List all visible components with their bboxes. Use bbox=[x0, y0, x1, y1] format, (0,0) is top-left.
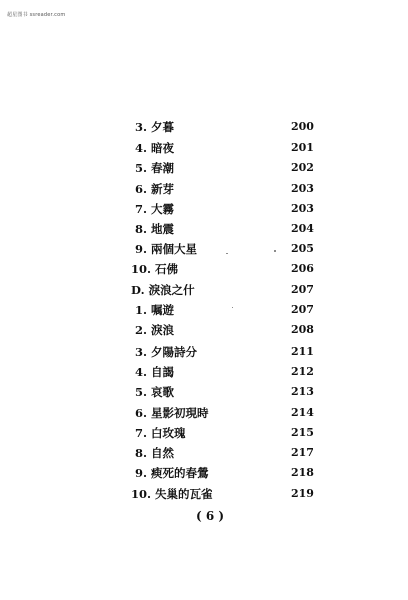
toc-entry bbox=[0, 384, 408, 400]
print-speck bbox=[274, 250, 276, 252]
toc-entry bbox=[0, 140, 408, 156]
toc-entry bbox=[0, 181, 408, 197]
toc-entry-title: 5. 春潮 bbox=[135, 161, 175, 175]
toc-entry-title: 8. 地震 bbox=[135, 222, 175, 236]
toc-entry-page: 212 bbox=[291, 365, 314, 378]
toc-entry-page: 205 bbox=[291, 242, 314, 255]
toc-entry-page: 211 bbox=[291, 345, 314, 358]
toc-entry-page: 203 bbox=[291, 202, 314, 215]
toc-entry bbox=[0, 364, 408, 380]
toc-entry-page: 213 bbox=[291, 385, 314, 398]
toc-entry bbox=[0, 160, 408, 176]
toc-entry-title: 4. 暗夜 bbox=[135, 141, 175, 155]
toc-entry-page: 218 bbox=[291, 466, 314, 479]
page-number-footer bbox=[0, 508, 408, 524]
toc-entry-page: 219 bbox=[291, 487, 314, 500]
toc-entry-page: 214 bbox=[291, 406, 314, 419]
toc-entry-title: 8. 自然 bbox=[135, 446, 175, 460]
toc-entry bbox=[0, 425, 408, 441]
toc-entry-title: 9. 瘐死的春鶯 bbox=[135, 466, 209, 480]
toc-entry bbox=[0, 221, 408, 237]
toc-entry-title: 3. 夕陽詩分 bbox=[135, 345, 198, 359]
toc-entry-title: 5. 哀歌 bbox=[135, 385, 175, 399]
toc-entry-page: 207 bbox=[291, 283, 314, 296]
toc-entry bbox=[0, 201, 408, 217]
toc-entry bbox=[0, 119, 408, 135]
toc-entry-title: 10. 石佛 bbox=[131, 262, 179, 276]
toc-entry bbox=[0, 486, 408, 502]
toc-entry-title: 3. 夕暮 bbox=[135, 120, 175, 134]
toc-entry bbox=[0, 344, 408, 360]
page-number: ( 6 ) bbox=[196, 509, 225, 523]
toc-entry-title: 6. 新芽 bbox=[135, 182, 175, 196]
toc-section-heading bbox=[0, 282, 408, 298]
toc-entry-page: 204 bbox=[291, 222, 314, 235]
toc-entry bbox=[0, 465, 408, 481]
toc-entry-page: 200 bbox=[291, 120, 314, 133]
toc-entry bbox=[0, 241, 408, 257]
toc-entry-page: 201 bbox=[291, 141, 314, 154]
toc-entry-title: 6. 星影初現時 bbox=[135, 406, 209, 420]
toc-entry-page: 206 bbox=[291, 262, 314, 275]
toc-entry-title: 7. 大霧 bbox=[135, 202, 175, 216]
print-speck bbox=[232, 307, 233, 308]
toc-entry-page: 203 bbox=[291, 182, 314, 195]
toc-entry bbox=[0, 445, 408, 461]
toc-entry-page: 215 bbox=[291, 426, 314, 439]
toc-entry-title: 9. 兩個大星 bbox=[135, 242, 198, 256]
toc-entry-title: 1. 嘱遊 bbox=[135, 303, 175, 317]
toc-entry-page: 208 bbox=[291, 323, 314, 336]
print-speck bbox=[226, 253, 228, 254]
toc-entry-title: D. 淚浪之什 bbox=[131, 283, 195, 297]
toc-entry-page: 202 bbox=[291, 161, 314, 174]
toc-entry-page: 207 bbox=[291, 303, 314, 316]
toc-entry-page: 217 bbox=[291, 446, 314, 459]
toc-entry bbox=[0, 322, 408, 338]
toc-entry bbox=[0, 302, 408, 318]
toc-entry bbox=[0, 261, 408, 277]
toc-entry-title: 7. 白玫瑰 bbox=[135, 426, 186, 440]
toc-entry-title: 4. 自謁 bbox=[135, 365, 175, 379]
toc-entry-title: 10. 失巢的瓦雀 bbox=[131, 487, 213, 501]
toc-entry-title: 2. 淚浪 bbox=[135, 323, 175, 337]
watermark: 超星图书 ssreader.com bbox=[7, 12, 66, 18]
toc-entry bbox=[0, 405, 408, 421]
